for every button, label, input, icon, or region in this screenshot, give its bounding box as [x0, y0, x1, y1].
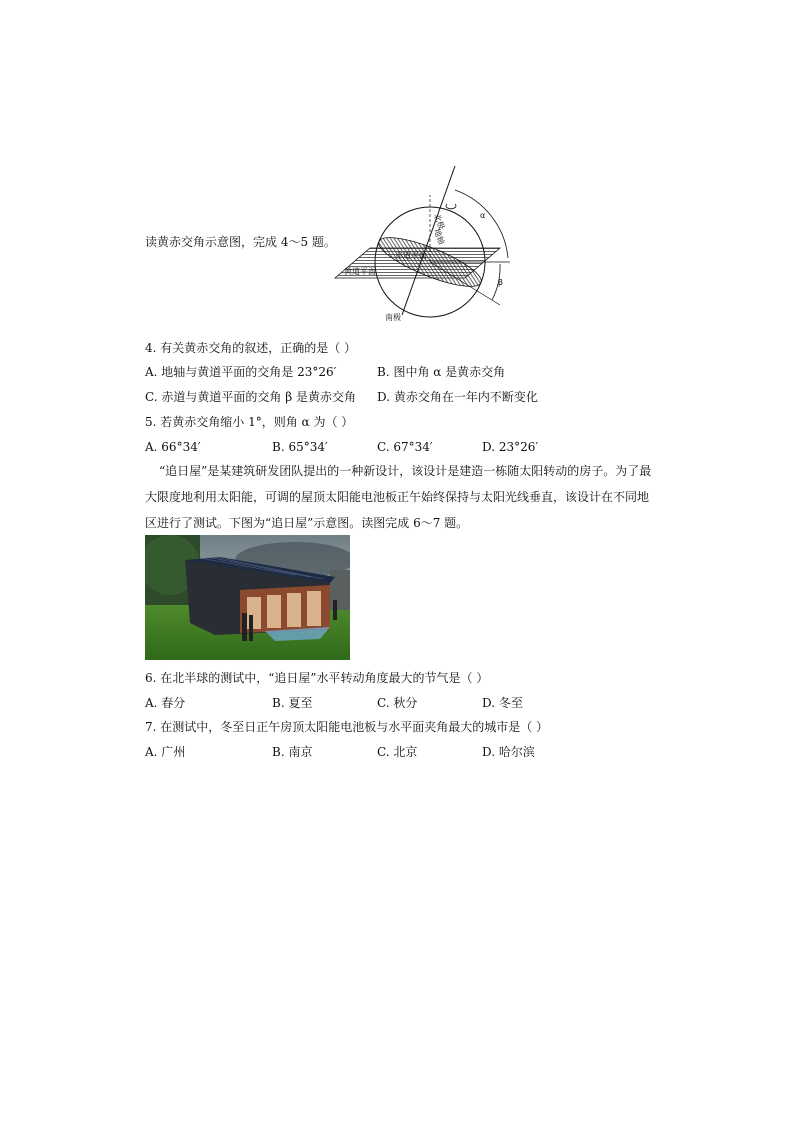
q6-option-b[interactable]: B. 夏至 — [272, 696, 313, 710]
q5-option-d[interactable]: D. 23°26′ — [482, 440, 539, 454]
q6-stem: 6. 在北半球的测试中，“追日屋”水平转动角度最大的节气是（ ） — [145, 671, 489, 685]
q7-option-d[interactable]: D. 哈尔滨 — [482, 745, 535, 759]
label-beta: β — [498, 278, 504, 287]
q7-option-c[interactable]: C. 北京 — [377, 745, 418, 759]
label-south-pole: 南极 — [385, 313, 401, 322]
q6-option-d[interactable]: D. 冬至 — [482, 696, 523, 710]
ecliptic-obliquity-diagram — [330, 160, 530, 325]
q5-stem: 5. 若黄赤交角缩小 1°，则角 α 为（ ） — [145, 415, 354, 429]
q7-option-a[interactable]: A. 广州 — [145, 745, 186, 759]
q5-option-b[interactable]: B. 65°34′ — [272, 440, 328, 454]
label-equator-plane: 赤道平面 — [395, 251, 427, 260]
diagram-svg — [330, 160, 530, 325]
intro-text: 读黄赤交角示意图，完成 4～5 题。 — [145, 235, 336, 249]
q6-option-c[interactable]: C. 秋分 — [377, 696, 418, 710]
passage-text: “追日屋”是某建筑研发团队提出的一种新设计，该设计是建造一栋随太阳转动的房子。为了最大限度地利用太阳能，可调的屋顶太阳能电池板正午始终保持与太阳光线垂直，该设计在不同地区进行了测试。下图为“追日屋”示意图。读图完成 6～7 题。 — [145, 464, 652, 530]
q7-option-b[interactable]: B. 南京 — [272, 745, 313, 759]
rotation-arrow-icon — [446, 204, 456, 209]
q4-option-b[interactable]: B. 图中角 α 是黄赤交角 — [377, 365, 506, 379]
sun-tracking-house-image — [145, 535, 350, 660]
q4-stem: 4. 有关黄赤交角的叙述，正确的是（ ） — [145, 341, 357, 355]
q6-option-a[interactable]: A. 春分 — [145, 696, 186, 710]
q5-option-c[interactable]: C. 67°34′ — [377, 440, 433, 454]
label-earth-axis: 地轴 — [432, 227, 447, 246]
house-illustration — [145, 535, 350, 660]
q7-stem: 7. 在测试中，冬至日正午房顶太阳能电池板与水平面夹角最大的城市是（ ） — [145, 720, 549, 734]
label-ecliptic-plane: 黄道平面 — [344, 267, 376, 276]
q5-option-a[interactable]: A. 66°34′ — [145, 440, 201, 454]
label-north-pole: 北极 — [432, 212, 447, 231]
q4-option-c[interactable]: C. 赤道与黄道平面的交角 β 是黄赤交角 — [145, 390, 356, 404]
q4-option-d[interactable]: D. 黄赤交角在一年内不断变化 — [377, 390, 538, 404]
q4-option-a[interactable]: A. 地轴与黄道平面的交角是 23°26′ — [145, 365, 337, 379]
label-alpha: α — [480, 211, 486, 220]
